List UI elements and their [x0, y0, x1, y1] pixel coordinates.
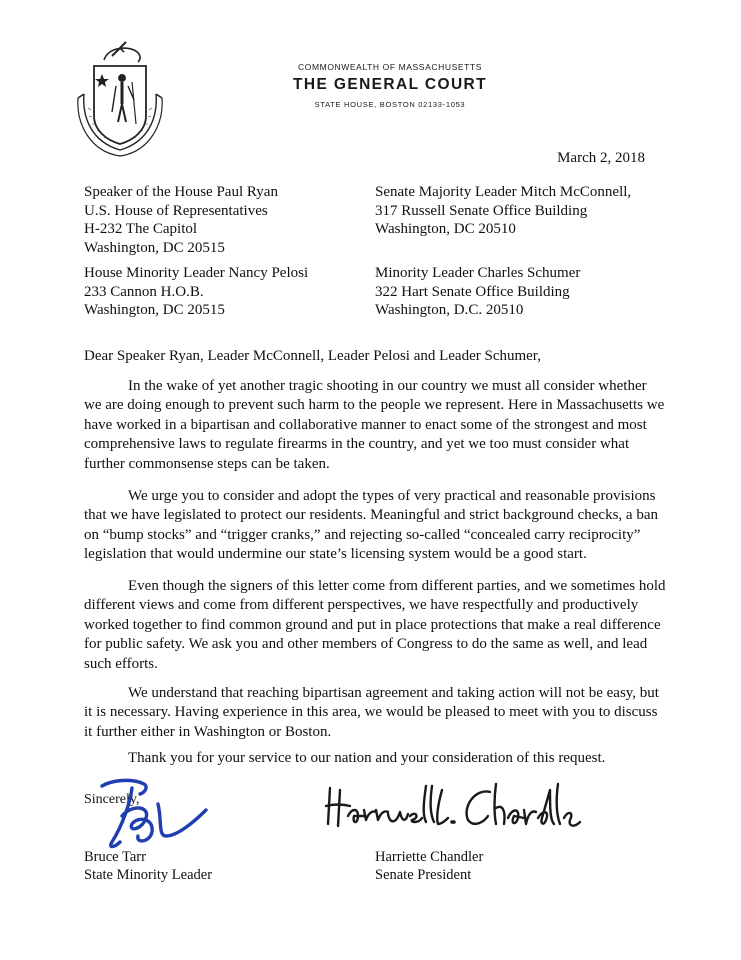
paragraph-text: Even though the signers of this letter come from different parties, and we sometimes hold different views and come from different perspectives, we have respectfully and productively worked together to find common ground and put in place protections that make a real difference for public safety. We ask you and other members of Congress to do the same as well, and lead such efforts.	[84, 578, 666, 672]
address-line: 317 Russell Senate Office Building	[375, 202, 588, 219]
address-line: Senate Majority Leader Mitch McConnell,	[375, 184, 632, 200]
address-line: Minority Leader Charles Schumer	[375, 265, 581, 281]
signer-name: Harriette Chandler	[375, 849, 484, 865]
address-line: Washington, D.C. 20510	[375, 302, 524, 318]
tarr-signature	[92, 776, 214, 856]
body-paragraph	[84, 684, 666, 742]
recipient-address-schumer	[375, 264, 580, 320]
recipient-address-mcconnell	[375, 183, 631, 239]
paragraph-text: In the wake of yet another tragic shooting in our country we must all consider whether we are doing enough to prevent such harm to the people we represent. Here in Massachusetts we have worked in a bipartisan and collaborative manner to enact some of the strongest and most comprehensive laws to regulate firearms in the country, and yet we too must consider what further commonsense steps can be taken.	[84, 378, 665, 472]
signer-name: Bruce Tarr	[84, 849, 146, 865]
recipient-address-ryan	[84, 183, 278, 257]
salutation: Dear Speaker Ryan, Leader McConnell, Leader Pelosi and Leader Schumer,	[84, 348, 541, 364]
paragraph-text: We urge you to consider and adopt the types of very practical and reasonable provisions that we have legislated to protect our residents. Meaningful and strict background checks, a ban on “bump stocks” and “trigger cranks,” and rejecting so-called “concealed carry reciprocity” legislation that would undermine our state’s licensing system would be a good start.	[84, 488, 658, 563]
thanks-line: Thank you for your service to our nation and your consideration of this request.	[128, 750, 606, 766]
body-paragraph	[84, 377, 666, 474]
signer-block-tarr	[84, 848, 212, 884]
letterhead	[250, 62, 530, 109]
address-line: Washington, DC 20515	[84, 239, 225, 256]
letter-date: March 2, 2018	[557, 150, 645, 166]
letterhead-title: THE GENERAL COURT	[292, 76, 488, 93]
address-line: 322 Hart Senate Office Building	[375, 283, 570, 300]
closing: Sincerely,	[84, 792, 140, 807]
letterhead-address: STATE HOUSE, BOSTON 02133-1053	[314, 100, 466, 109]
chandler-signature	[324, 780, 582, 836]
signer-block-chandler	[375, 848, 483, 884]
signer-title: State Minority Leader	[84, 867, 213, 883]
address-line: 233 Cannon H.O.B.	[84, 283, 204, 300]
address-line: U.S. House of Representatives	[84, 202, 268, 219]
signer-title: Senate President	[375, 867, 472, 883]
address-line: Speaker of the House Paul Ryan	[84, 184, 278, 200]
body-paragraph	[84, 577, 666, 674]
letterhead-commonwealth: COMMONWEALTH OF MASSACHUSETTS	[298, 62, 482, 72]
address-line: House Minority Leader Nancy Pelosi	[84, 265, 309, 281]
address-line: Washington, DC 20510	[375, 221, 516, 237]
recipient-address-pelosi	[84, 264, 308, 320]
paragraph-text: We understand that reaching bipartisan agreement and taking action will not be easy, but it is necessary. Having experience in this area, we would be pleased to meet with you to discuss it further either in Washington or Boston.	[84, 685, 659, 740]
address-line: Washington, DC 20515	[84, 302, 225, 318]
massachusetts-seal-icon	[64, 38, 176, 158]
body-paragraph	[84, 487, 666, 565]
address-line: H-232 The Capitol	[84, 221, 198, 237]
